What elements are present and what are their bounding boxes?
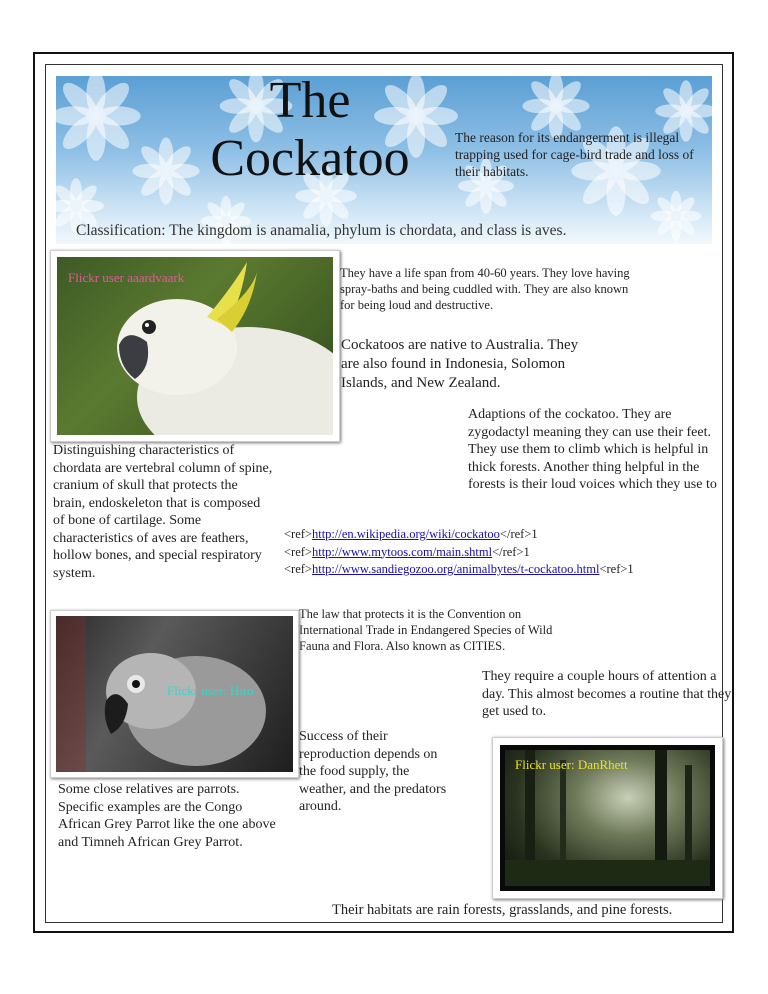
ref-close: </ref>1 bbox=[492, 544, 530, 559]
ref-open: <ref> bbox=[284, 562, 312, 576]
reference-item bbox=[284, 561, 634, 579]
lifespan-text: They have a life span from 40-60 years. They love having spray-baths and being cuddled with. They are also known for being loud and destructive. bbox=[340, 266, 630, 312]
reference-item bbox=[284, 544, 634, 562]
habitats-text: Their habitats are rain forests, grasslands, and pine forests. bbox=[332, 902, 673, 918]
cockatoo-photo bbox=[50, 250, 340, 442]
ref-open: <ref> bbox=[284, 527, 312, 541]
distinguishing-text: Distinguishing characteristics of chordata are vertebral column of spine, cranium of skull that protects the brain, endoskeleton that is composed of bone of cartilage. Some characteristics of aves are feathers, hollow bones, and special respiratory system. bbox=[53, 443, 273, 581]
endangerment-text: The reason for its endangerment is illegal trapping used for cage-bird trade and loss of their habitats. bbox=[455, 130, 694, 179]
forest-photo bbox=[492, 737, 723, 899]
classification-text: Classification: The kingdom is anamalia, phylum is chordata, and class is aves. bbox=[76, 222, 567, 239]
ref-open: <ref> bbox=[284, 544, 312, 559]
page-title bbox=[185, 72, 435, 188]
cockatoo-photo-credit: Flickr user aaardvaark bbox=[68, 270, 185, 285]
parrot-photo-credit: Flickr user: Hiro bbox=[167, 683, 254, 698]
title-line-2: Cockatoo bbox=[210, 130, 410, 187]
forest-photo-credit: Flickr user: DanRhett bbox=[515, 757, 628, 772]
ref-close: <ref>1 bbox=[599, 562, 634, 576]
law-text: The law that protects it is the Convention on International Trade in Endangered Species of Wild Fauna and Flora. Also known as CITIES. bbox=[299, 607, 553, 653]
reproduction-text: Success of their reproduction depends on the food supply, the weather, and the predators around. bbox=[299, 729, 447, 814]
ref-close: </ref>1 bbox=[499, 527, 538, 541]
title-line-1: The bbox=[269, 72, 351, 129]
reference-link-sandiegozoo[interactable]: http://www.sandiegozoo.org/animalbytes/t-cockatoo.html bbox=[311, 562, 600, 576]
references-list bbox=[284, 526, 634, 579]
reference-link-mytoos[interactable]: http://www.mytoos.com/main.shtml bbox=[311, 544, 493, 559]
native-text: Cockatoos are native to Australia. They are also found in Indonesia, Solomon Islands, and New Zealand. bbox=[341, 337, 579, 391]
relatives-text: Some close relatives are parrots. Specific examples are the Congo African Grey Parrot like the one above and Timneh African Grey Parrot. bbox=[58, 782, 276, 850]
adaptions-text: Adaptions of the cockatoo. They are zygodactyl meaning they can use their feet. They use them to climb which is helpful in thick forests. Another thing helpful in the forests is their loud voices which they use to bbox=[468, 407, 717, 492]
reference-link-wikipedia[interactable]: http://en.wikipedia.org/wiki/cockatoo bbox=[311, 527, 500, 541]
attention-text: They require a couple hours of attention a day. This almost becomes a routine that they get used to. bbox=[482, 669, 732, 719]
reference-item bbox=[284, 526, 634, 544]
parrot-photo bbox=[50, 610, 299, 778]
